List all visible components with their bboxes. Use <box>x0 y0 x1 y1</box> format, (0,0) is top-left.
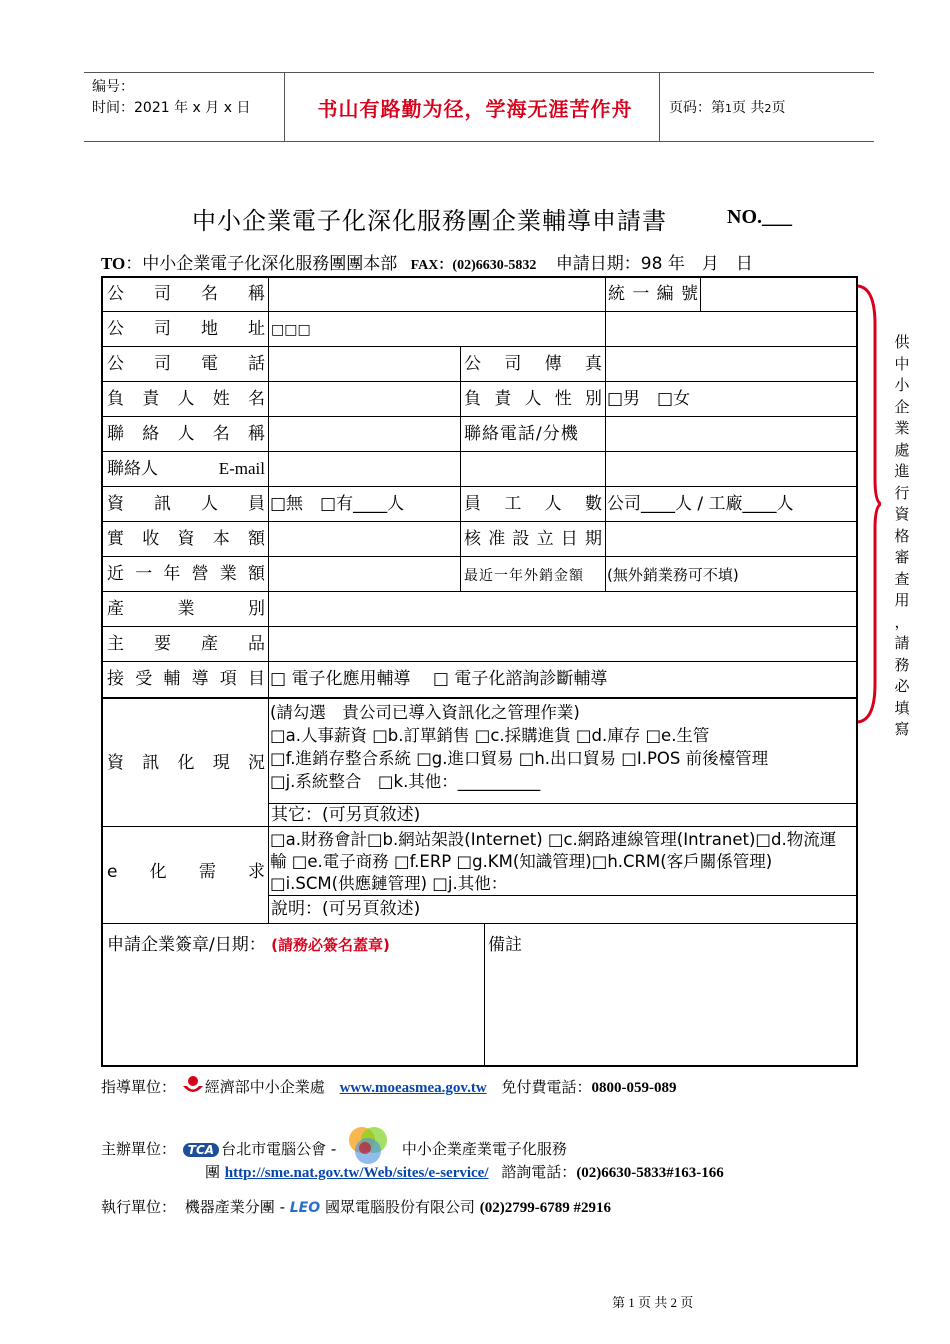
it-status-options[interactable]: (請勾選 貴公司已導入資訊化之管理作業) □a.人事薪資 □b.訂單銷售 □c.採購進貨 □d.庫存 □e.生管 □f.進銷存整合系統 □g.進口貿易 □h.出口貿易 □I.POS 前後檯管理 □j.系統整合 □k.其他：__________ <box>270 703 769 791</box>
label-owner-name: 負 責 人 姓 名 <box>107 389 265 409</box>
contact-phone-field[interactable] <box>608 417 855 450</box>
to-label: TO <box>101 254 126 273</box>
it-staff-options[interactable]: □無 □有____人 <box>270 494 405 514</box>
e-needs-note[interactable]: 說明：(可另頁敘述) <box>271 899 421 919</box>
label-owner-gender: 負 責 人 性 別 <box>464 389 602 409</box>
label-products: 主 要 產 品 <box>107 634 265 654</box>
remarks-label: 備註 <box>488 935 522 955</box>
company-address-field[interactable]: □□□ <box>271 322 311 338</box>
employees-field[interactable]: 公司____人 / 工廠____人 <box>607 494 794 514</box>
header-divider <box>659 73 660 141</box>
to-fax: FAX：(02)6630-5832 <box>410 258 537 273</box>
time-label: 时间：2021 年 x 月 x 日 <box>92 100 251 116</box>
form-number: NO.___ <box>727 206 792 228</box>
to-recipient: ：中小企業電子化深化服務團團本部 <box>125 254 398 274</box>
header-divider <box>284 73 285 141</box>
side-note: 供 中 小 企 業 處 進 行 資 格 審 查 用 ， 請 務 必 填 寫 <box>894 333 910 738</box>
tca-logo-icon: TCA <box>183 1143 219 1157</box>
label-e-needs: e 化 需 求 <box>107 862 265 882</box>
label-tax-id: 統 一 編 號 <box>608 284 698 304</box>
exec-line: 執行單位： 機器產業分團 - LEO 國眾電腦股份有限公司 (02)2799-6789 #2916 <box>101 1198 611 1216</box>
label-contact-phone: 聯絡電話/分機 <box>464 424 579 444</box>
contact-name-field[interactable] <box>271 417 459 450</box>
label-company-fax: 公 司 傳 真 <box>464 354 602 374</box>
label-contact-name: 聯 絡 人 名 稱 <box>107 424 265 444</box>
tax-id-field[interactable] <box>703 279 855 310</box>
label-revenue: 近 一 年 營 業 額 <box>107 564 265 584</box>
to-line <box>101 249 753 274</box>
host-line: 主辦單位： TCA 台北市電腦公會 - 中小企業產業電子化服務 <box>101 1124 567 1168</box>
label-export-amount: 最近一年外銷金額 <box>464 568 584 584</box>
guide-line: 指導單位： 經濟部中小企業處 www.moeasmea.gov.tw 免付費電話：0800-059-089 <box>101 1074 676 1097</box>
label-establish-date: 核 准 設 立 日 期 <box>464 529 602 549</box>
remarks-area[interactable] <box>488 958 854 1063</box>
owner-gender-options[interactable]: □男 □女 <box>607 389 691 409</box>
signature-label: 申請企業簽章/日期： (請務必簽名蓋章) <box>107 935 390 955</box>
label-it-status: 資 訊 化 現 況 <box>107 753 265 773</box>
accept-items-options[interactable]: □ 電子化應用輔導 □ 電子化諮詢診斷輔導 <box>270 669 608 689</box>
header-motto: 书山有路勤为径，学海无涯苦作舟 <box>317 97 633 121</box>
label-industry: 產 業 別 <box>107 599 265 619</box>
guide-url-link[interactable]: www.moeasmea.gov.tw <box>339 1080 487 1096</box>
code-label: 编号： <box>92 79 134 95</box>
signature-note: (請務必簽名蓋章) <box>271 936 390 954</box>
company-fax-field[interactable] <box>608 347 855 380</box>
label-employees: 員 工 人 數 <box>464 494 602 514</box>
header-meta <box>92 77 250 119</box>
label-accept-items: 接 受 輔 導 項 目 <box>107 669 265 689</box>
header-page-number: 页码：第1页 共2页 <box>669 100 786 116</box>
capital-field[interactable] <box>271 522 459 555</box>
label-it-staff: 資 訊 人 員 <box>107 494 265 514</box>
host-url-line: 團 http://sme.nat.gov.tw/Web/sites/e-service/ 諮詢電話：(02)6630-5833#163-166 <box>205 1163 724 1181</box>
host-url-link[interactable]: http://sme.nat.gov.tw/Web/sites/e-service/ <box>224 1165 489 1181</box>
document-header <box>84 72 874 142</box>
label-capital: 實 收 資 本 額 <box>107 529 265 549</box>
industry-field[interactable] <box>271 592 855 625</box>
contact-email-field[interactable] <box>271 452 855 485</box>
leo-logo-icon: LEO <box>289 1200 321 1216</box>
application-form <box>101 276 858 1067</box>
label-contact-email: 聯絡人 E-mail <box>107 459 265 479</box>
products-field[interactable] <box>271 627 855 660</box>
establish-date-field[interactable] <box>608 522 855 555</box>
owner-name-field[interactable] <box>271 382 459 415</box>
e-needs-options[interactable]: □a.財務會計□b.網站架設(Internet) □c.網路連線管理(Intranet)□d.物流運 輸 □e.電子商務 □f.ERP □g.KM(知識管理)□h.CRM(客戶關係管理) □i.SCM(供應鏈管理) □j.其他： <box>270 830 837 893</box>
company-phone-field[interactable] <box>271 347 459 380</box>
signature-area[interactable] <box>107 958 483 1063</box>
revenue-field[interactable] <box>271 557 459 590</box>
label-company-phone: 公 司 電 話 <box>107 354 265 374</box>
export-amount-field[interactable]: (無外銷業務可不填) <box>607 566 739 584</box>
red-bracket-icon <box>855 284 881 724</box>
page-footer: 第 1 页 共 2 页 <box>612 1295 694 1310</box>
company-name-field[interactable] <box>271 279 604 310</box>
it-status-other[interactable]: 其它：(可另頁敘述) <box>271 805 421 825</box>
application-date: 申請日期：98 年 月 日 <box>555 254 753 274</box>
form-title: 中小企業電子化深化服務團企業輔導申請書 <box>192 207 667 235</box>
sme-logo-icon <box>181 1074 205 1096</box>
label-company-name: 公 司 名 稱 <box>107 284 265 304</box>
label-company-address: 公 司 地 址 <box>107 319 265 339</box>
